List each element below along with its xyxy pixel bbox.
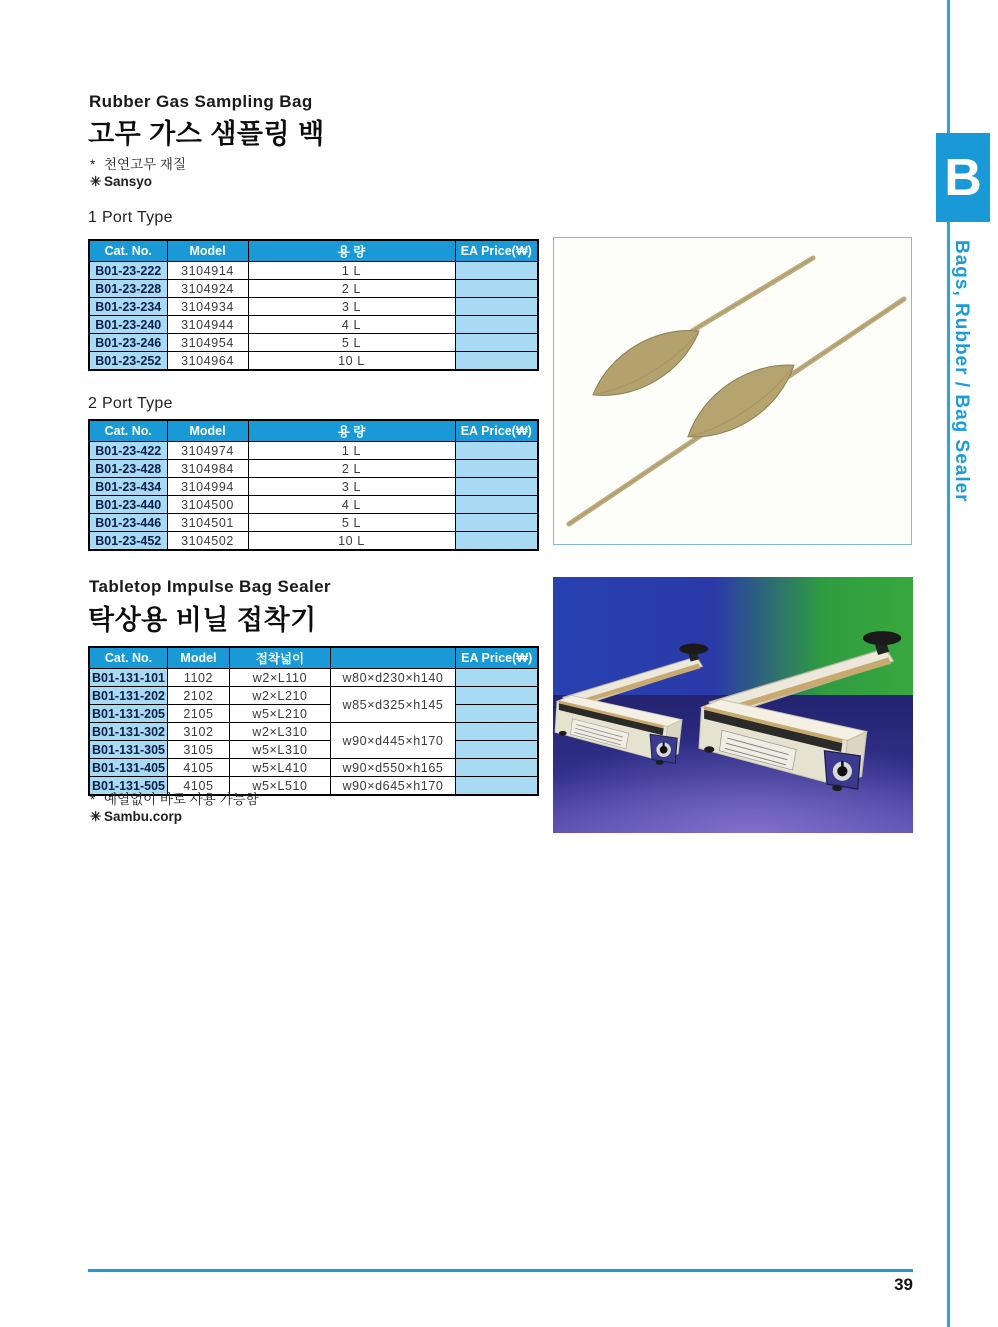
cat-no-cell: B01-131-405 — [89, 759, 167, 777]
data-cell: 3105 — [167, 741, 229, 759]
data-cell: 5 L — [248, 514, 455, 532]
sealer-table — [88, 646, 539, 796]
price-cell — [455, 298, 538, 316]
sampling-bags-image — [553, 237, 912, 545]
price-cell — [455, 442, 538, 460]
data-cell: 4105 — [167, 777, 229, 796]
column-header: Cat. No. — [89, 240, 167, 262]
page-number: 39 — [894, 1275, 913, 1294]
table-row — [89, 460, 538, 478]
data-cell: w85×d325×h145 — [330, 687, 455, 723]
price-cell — [455, 723, 538, 741]
price-cell — [455, 334, 538, 352]
price-cell — [455, 532, 538, 551]
table-row — [89, 352, 538, 371]
data-cell: 1 L — [248, 442, 455, 460]
data-cell: 4105 — [167, 759, 229, 777]
column-header: Cat. No. — [89, 647, 167, 669]
cat-no-cell: B01-23-422 — [89, 442, 167, 460]
data-cell: 4 L — [248, 316, 455, 334]
price-cell — [455, 759, 538, 777]
section2-title-ko: 탁상용 비닐 접착기 — [88, 605, 317, 635]
table-row — [89, 442, 538, 460]
data-cell: w2×L210 — [229, 687, 330, 705]
sidebar-category-label: Bags, Rubber / Bag Sealer — [951, 240, 972, 503]
price-cell — [455, 705, 538, 723]
data-cell: 3104984 — [167, 460, 248, 478]
cat-no-cell: B01-131-505 — [89, 777, 167, 796]
asterisk-icon: * — [90, 792, 96, 807]
price-cell — [455, 777, 538, 796]
one-port-table — [88, 239, 539, 371]
note-text: 천연고무 재질 — [104, 157, 186, 172]
cat-no-cell: B01-131-202 — [89, 687, 167, 705]
column-header: Model — [167, 420, 248, 442]
table-row — [89, 298, 538, 316]
section2-note-maker — [90, 808, 182, 825]
cat-no-cell: B01-23-234 — [89, 298, 167, 316]
table-row — [89, 262, 538, 280]
footer-rule — [88, 1269, 913, 1272]
cat-no-cell: B01-131-205 — [89, 705, 167, 723]
cat-no-cell: B01-23-252 — [89, 352, 167, 371]
data-cell: w80×d230×h140 — [330, 669, 455, 687]
cat-no-cell: B01-23-228 — [89, 280, 167, 298]
cat-no-cell: B01-23-222 — [89, 262, 167, 280]
table-row — [89, 687, 538, 705]
data-cell: w5×L410 — [229, 759, 330, 777]
note-text: Sambu.corp — [104, 809, 183, 824]
note-text: 예열없이 바로 사용 가능함 — [104, 792, 259, 807]
data-cell: 3104944 — [167, 316, 248, 334]
table-row — [89, 478, 538, 496]
data-cell: 5 L — [248, 334, 455, 352]
data-cell: 3104994 — [167, 478, 248, 496]
price-cell — [455, 316, 538, 334]
data-cell: 3102 — [167, 723, 229, 741]
table-row — [89, 759, 538, 777]
data-cell: 3104924 — [167, 280, 248, 298]
price-cell — [455, 478, 538, 496]
column-header: Model — [167, 240, 248, 262]
data-cell: 3104974 — [167, 442, 248, 460]
price-cell — [455, 496, 538, 514]
data-cell: 2102 — [167, 687, 229, 705]
data-cell: 3104502 — [167, 532, 248, 551]
cat-no-cell: B01-131-305 — [89, 741, 167, 759]
data-cell: 3104501 — [167, 514, 248, 532]
data-cell: w90×d445×h170 — [330, 723, 455, 759]
price-cell — [455, 669, 538, 687]
price-cell — [455, 514, 538, 532]
heavy-asterisk-icon: ✳ — [90, 174, 102, 189]
two-port-table — [88, 419, 539, 551]
data-cell: 3104954 — [167, 334, 248, 352]
table-header-row — [89, 420, 538, 442]
cat-no-cell: B01-23-240 — [89, 316, 167, 334]
section-tab-b[interactable] — [936, 133, 990, 222]
section1-title-ko: 고무 가스 샘플링 백 — [88, 119, 325, 149]
data-cell: w90×d550×h165 — [330, 759, 455, 777]
data-cell: w5×L310 — [229, 741, 330, 759]
section1-title-en: Rubber Gas Sampling Bag — [89, 92, 313, 111]
one-port-type-caption: 1 Port Type — [88, 209, 173, 226]
data-cell: w5×L210 — [229, 705, 330, 723]
data-cell: w2×L110 — [229, 669, 330, 687]
asterisk-icon: * — [90, 157, 96, 172]
price-cell — [455, 741, 538, 759]
column-header: 접착넓이 — [229, 647, 330, 669]
cat-no-cell: B01-23-434 — [89, 478, 167, 496]
table-header-row — [89, 647, 538, 669]
section2-title-en: Tabletop Impulse Bag Sealer — [89, 577, 331, 596]
bag-sealers-illustration — [553, 577, 913, 833]
data-cell: w90×d645×h170 — [330, 777, 455, 796]
section1-note-material — [90, 156, 186, 173]
price-cell — [455, 352, 538, 371]
table-row — [89, 514, 538, 532]
cat-no-cell: B01-23-246 — [89, 334, 167, 352]
price-cell — [455, 262, 538, 280]
data-cell: 1 L — [248, 262, 455, 280]
data-cell: 2105 — [167, 705, 229, 723]
table-row — [89, 741, 538, 759]
data-cell: 10 L — [248, 532, 455, 551]
data-cell: w5×L510 — [229, 777, 330, 796]
table-row — [89, 669, 538, 687]
data-cell: 10 L — [248, 352, 455, 371]
cat-no-cell: B01-23-428 — [89, 460, 167, 478]
cat-no-cell: B01-131-302 — [89, 723, 167, 741]
table-row — [89, 723, 538, 741]
data-cell: 3104500 — [167, 496, 248, 514]
cat-no-cell: B01-23-446 — [89, 514, 167, 532]
table-row — [89, 280, 538, 298]
column-header: Model — [167, 647, 229, 669]
sampling-bags-illustration — [554, 238, 911, 544]
column-header: 용 량 — [248, 240, 455, 262]
section1-note-maker — [90, 173, 152, 190]
table-row — [89, 316, 538, 334]
cat-no-cell: B01-23-440 — [89, 496, 167, 514]
data-cell: 3104964 — [167, 352, 248, 371]
data-cell: 2 L — [248, 460, 455, 478]
price-cell — [455, 280, 538, 298]
price-cell — [455, 687, 538, 705]
section-tab-letter: B — [944, 148, 982, 207]
column-header: 용 량 — [248, 420, 455, 442]
price-cell — [455, 460, 538, 478]
cat-no-cell: B01-131-101 — [89, 669, 167, 687]
note-text: Sansyo — [104, 174, 153, 189]
table-header-row — [89, 240, 538, 262]
table-row — [89, 705, 538, 723]
section2-note-usage — [90, 791, 259, 808]
data-cell: 3104934 — [167, 298, 248, 316]
column-header: EA Price(₩) — [455, 420, 538, 442]
bag-sealers-image — [553, 577, 913, 833]
two-port-type-caption: 2 Port Type — [88, 395, 173, 412]
column-header: EA Price(₩) — [455, 240, 538, 262]
cat-no-cell: B01-23-452 — [89, 532, 167, 551]
column-header: EA Price(₩) — [455, 647, 538, 669]
data-cell: w2×L310 — [229, 723, 330, 741]
data-cell: 3 L — [248, 478, 455, 496]
table-row — [89, 496, 538, 514]
data-cell: 3 L — [248, 298, 455, 316]
table-row — [89, 532, 538, 551]
heavy-asterisk-icon: ✳ — [90, 809, 102, 824]
table-row — [89, 334, 538, 352]
data-cell: 2 L — [248, 280, 455, 298]
column-header: Cat. No. — [89, 420, 167, 442]
data-cell: 4 L — [248, 496, 455, 514]
data-cell: 1102 — [167, 669, 229, 687]
data-cell: 3104914 — [167, 262, 248, 280]
column-header — [330, 647, 455, 669]
